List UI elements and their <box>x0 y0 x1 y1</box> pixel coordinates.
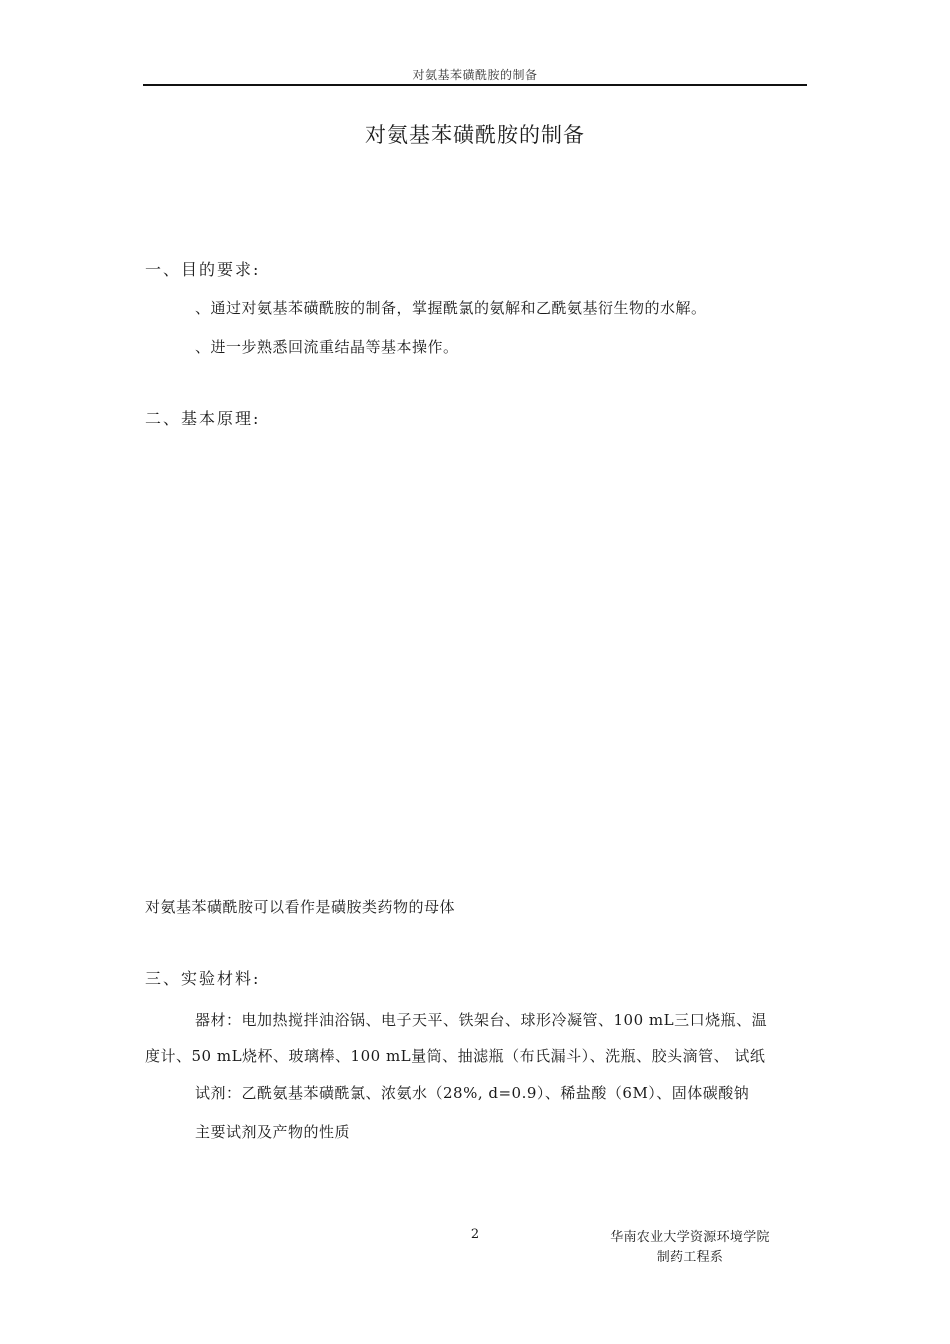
document-title: 对氨基苯磺酰胺的制备 <box>365 123 585 147</box>
properties-line: 主要试剂及产物的性质 <box>195 1123 351 1141</box>
objective-item-2: 、进一步熟悉回流重结晶等基本操作。 <box>195 338 459 356</box>
reagents-line: 试剂：乙酰氨基苯磺酰氯、浓氨水（28%, d=0.9）、稀盐酸（6M）、固体碳酸钠 <box>195 1084 750 1102</box>
header-rule <box>143 84 807 86</box>
equipment-line-2: 度计、50 mL烧杯、玻璃棒、100 mL量筒、抽滤瓶（布氏漏斗）、洗瓶、胶头滴管、 试纸 <box>145 1047 766 1065</box>
section-heading-objectives: 一、目的要求: <box>145 260 261 279</box>
equipment-line-1: 器材：电加热搅拌油浴锅、电子天平、铁架台、球形冷凝管、100 mL三口烧瓶、温 <box>195 1011 768 1029</box>
principle-note: 对氨基苯磺酰胺可以看作是磺胺类药物的母体 <box>145 898 456 916</box>
footer-institution-line-2: 制药工程系 <box>656 1250 724 1265</box>
section-heading-materials: 三、实验材料: <box>145 969 261 988</box>
running-header: 对氨基苯磺酰胺的制备 <box>412 68 538 82</box>
footer-institution-line-1: 华南农业大学资源环境学院 <box>610 1230 770 1245</box>
section-heading-principle: 二、基本原理: <box>145 409 261 428</box>
page-number: 2 <box>470 1227 480 1242</box>
objective-item-1: 、通过对氨基苯磺酰胺的制备，掌握酰氯的氨解和乙酰氨基衍生物的水解。 <box>195 299 707 317</box>
footer-institution <box>590 1228 790 1268</box>
